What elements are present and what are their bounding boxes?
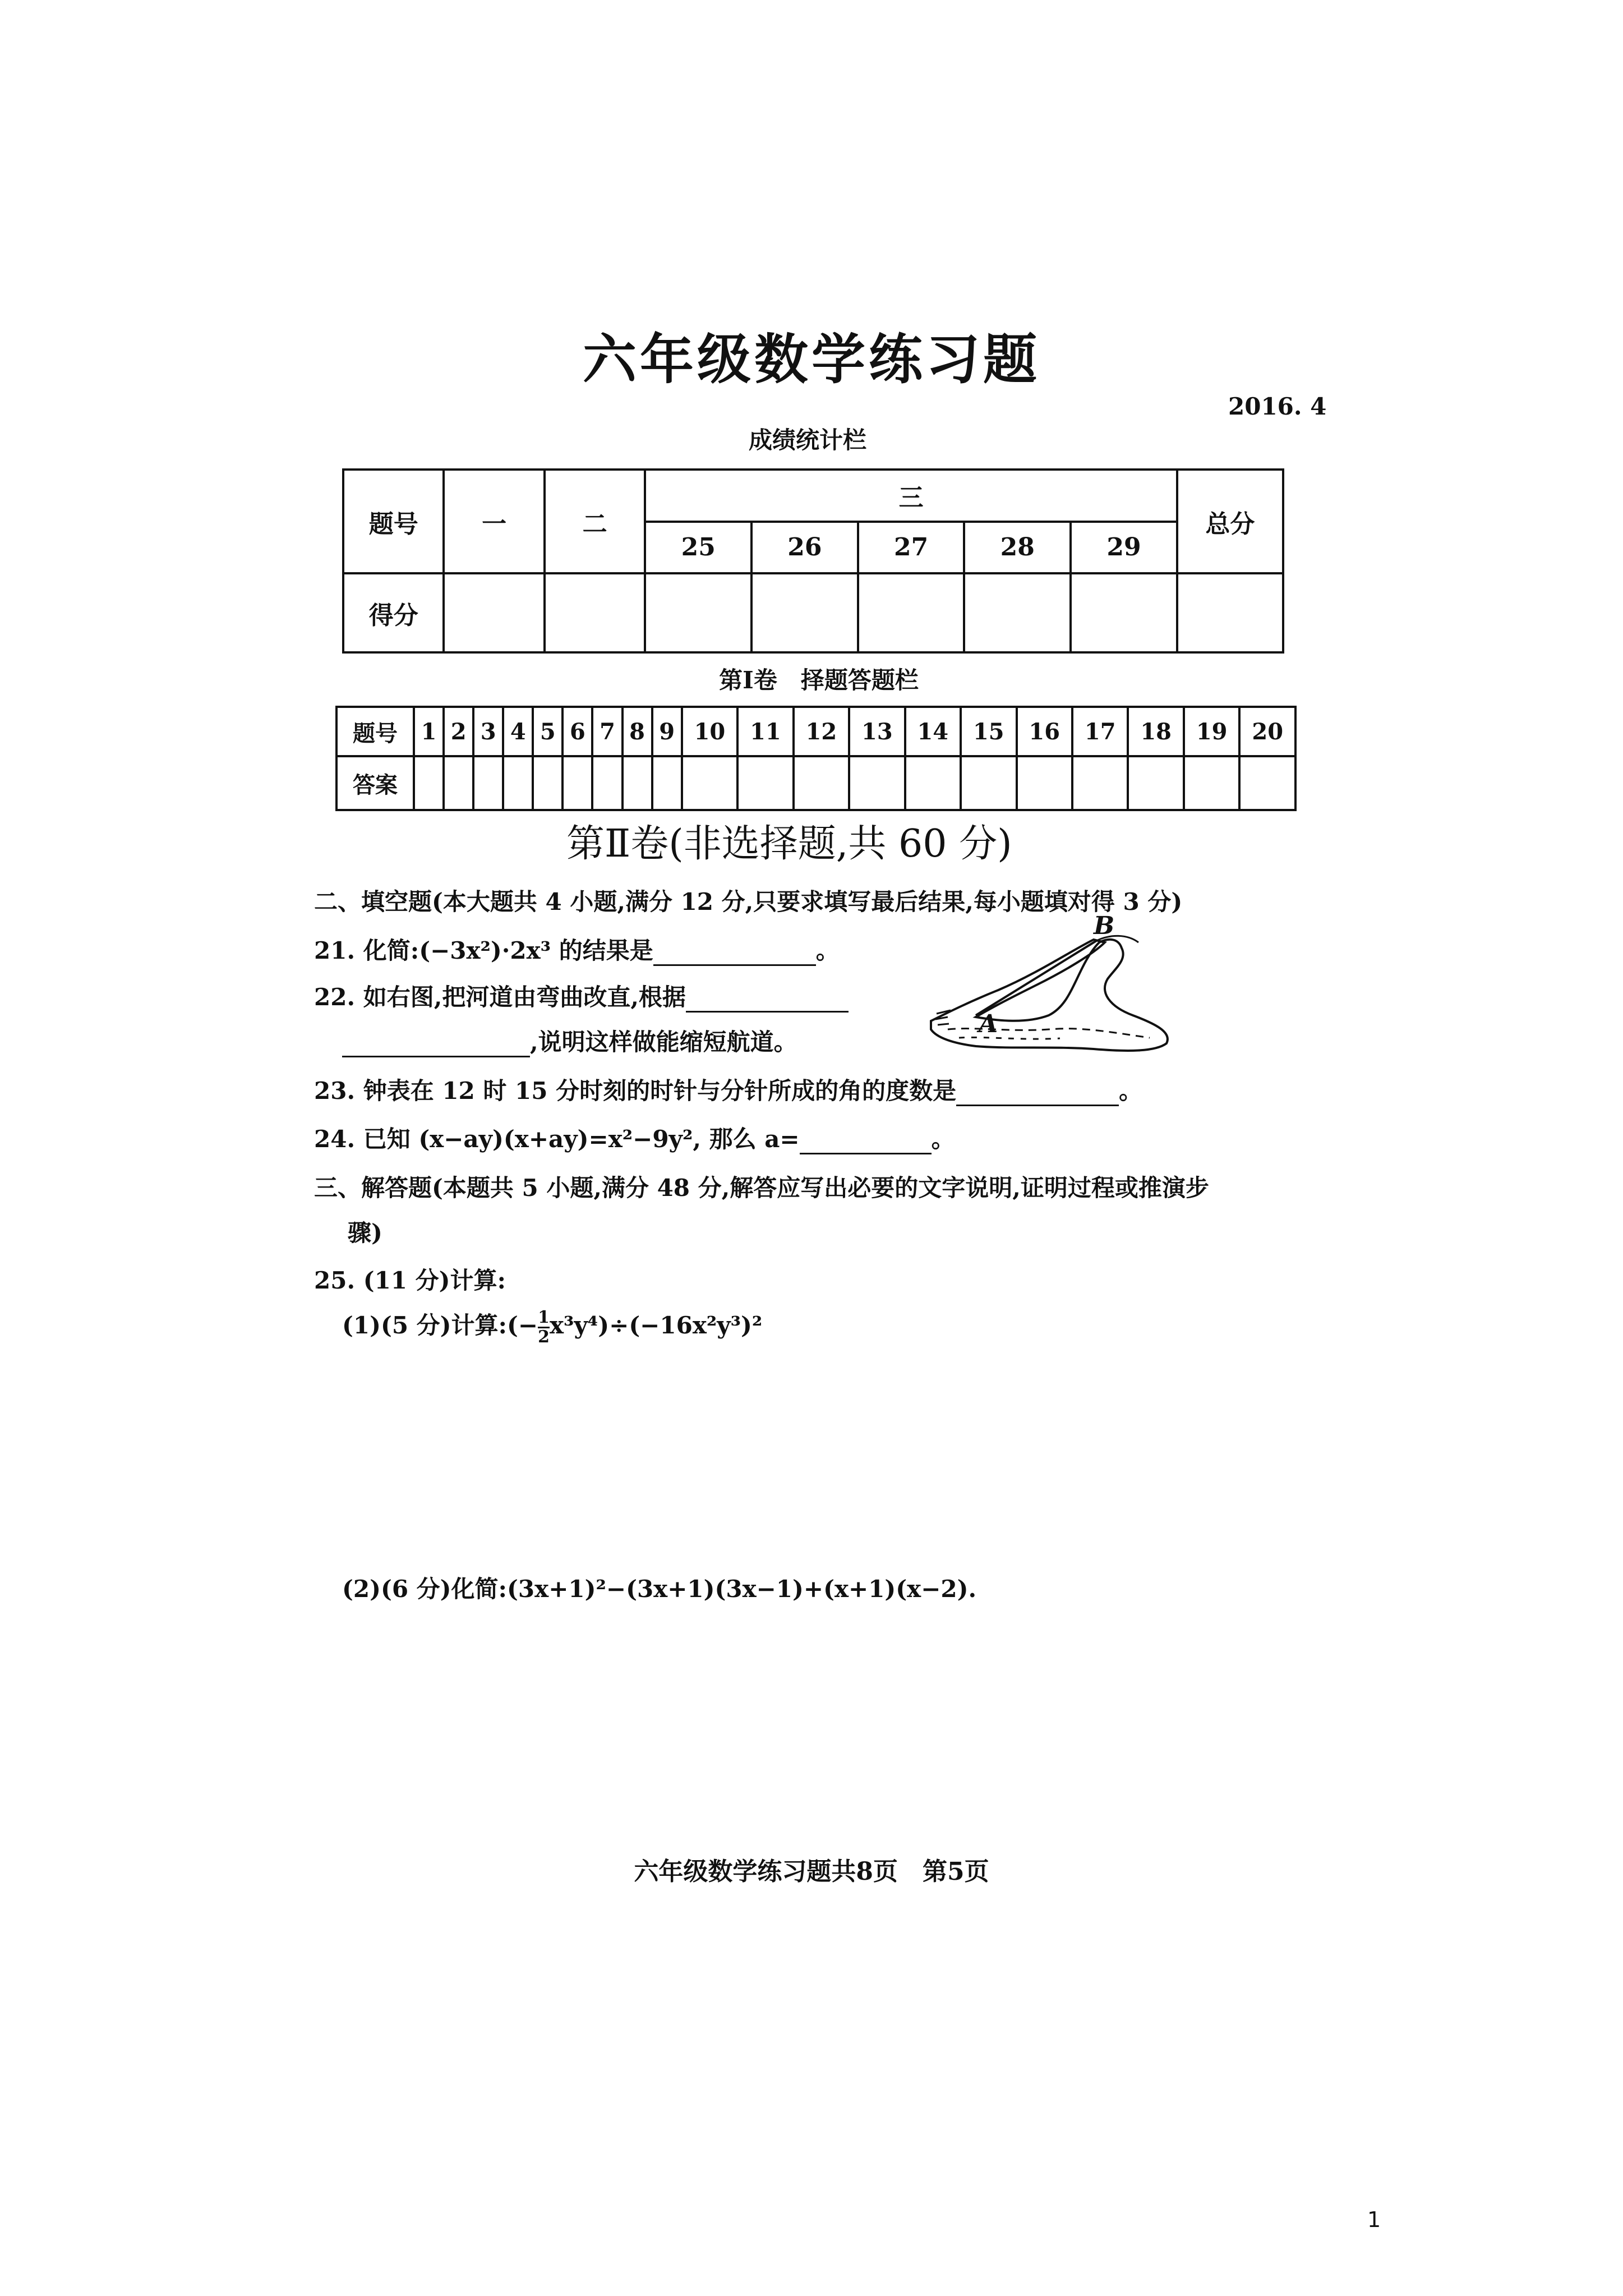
exam-date: 2016. 4 <box>1228 393 1327 420</box>
answer-number-15: 15 <box>961 707 1016 756</box>
river-diagram-icon <box>925 917 1195 1063</box>
answer-number-12: 12 <box>794 707 849 756</box>
answer-cell-19[interactable] <box>1184 756 1239 810</box>
score-row-label-score: 得分 <box>343 573 444 652</box>
question-21 <box>314 932 840 966</box>
answer-cell-17[interactable] <box>1072 756 1128 810</box>
score-subcol-25: 25 <box>645 522 751 574</box>
answer-cell-1[interactable] <box>414 756 444 810</box>
score-subcol-29: 29 <box>1071 522 1177 574</box>
fraction-numerator: 1 <box>538 1307 550 1327</box>
answer-cell-18[interactable] <box>1128 756 1183 810</box>
page-footer: 六年级数学练习题共8页 第5页 <box>634 1857 989 1886</box>
page-title: 六年级数学练习题 <box>583 328 1040 391</box>
answer-cell-11[interactable] <box>737 756 793 810</box>
question-22-line-2 <box>342 1024 797 1057</box>
score-cell[interactable] <box>1071 573 1177 652</box>
answer-number-5: 5 <box>533 707 562 756</box>
answer-table-caption: 第Ⅰ卷 择题答题栏 <box>719 666 919 694</box>
question-24 <box>314 1121 955 1154</box>
answer-cell-16[interactable] <box>1017 756 1072 810</box>
score-col-two: 二 <box>545 470 645 573</box>
answer-cell-4[interactable] <box>503 756 533 810</box>
question-22-text: 22. 如右图,把河道由弯曲改直,根据 <box>314 983 686 1011</box>
score-col-one: 一 <box>444 470 544 573</box>
question-25-1-prefix: (1)(5 分)计算:(− <box>342 1312 538 1339</box>
answer-number-8: 8 <box>623 707 652 756</box>
score-cell[interactable] <box>545 573 645 652</box>
answer-cell-7[interactable] <box>592 756 622 810</box>
question-25-1 <box>342 1307 762 1346</box>
answer-number-9: 9 <box>652 707 682 756</box>
answer-number-3: 3 <box>473 707 503 756</box>
question-25: 25. (11 分)计算: <box>314 1267 506 1294</box>
point-a-label: A <box>979 1010 998 1038</box>
answer-number-11: 11 <box>737 707 793 756</box>
part-3-heading-cont: 骤) <box>348 1219 382 1246</box>
fraction-denominator: 2 <box>538 1327 550 1347</box>
answer-cell-15[interactable] <box>961 756 1016 810</box>
question-22-line-1 <box>314 979 849 1013</box>
answer-row-label-answer: 答案 <box>336 756 414 810</box>
answer-number-6: 6 <box>562 707 592 756</box>
answer-cell-8[interactable] <box>623 756 652 810</box>
question-22-text-2: ,说明这样做能缩短航道。 <box>530 1028 797 1056</box>
answer-number-16: 16 <box>1017 707 1072 756</box>
score-cell[interactable] <box>751 573 858 652</box>
answer-row-label-number: 题号 <box>336 707 414 756</box>
answer-number-14: 14 <box>905 707 961 756</box>
answer-cell-6[interactable] <box>562 756 592 810</box>
answer-cell-20[interactable] <box>1239 756 1295 810</box>
question-24-text: 24. 已知 (x−ay)(x+ay)=x²−9y², 那么 a= <box>314 1125 800 1153</box>
answer-number-17: 17 <box>1072 707 1128 756</box>
answer-cell-3[interactable] <box>473 756 503 810</box>
answer-blank-22-cont[interactable] <box>342 1028 530 1057</box>
score-cell[interactable] <box>964 573 1071 652</box>
score-cell[interactable] <box>858 573 965 652</box>
answer-number-2: 2 <box>444 707 473 756</box>
section-2-heading: 第Ⅱ卷(非选择题,共 60 分) <box>566 822 1012 866</box>
answer-cell-14[interactable] <box>905 756 961 810</box>
question-23 <box>314 1073 1142 1106</box>
answer-cell-2[interactable] <box>444 756 473 810</box>
answer-number-19: 19 <box>1184 707 1239 756</box>
answer-cell-5[interactable] <box>533 756 562 810</box>
score-table <box>342 468 1284 654</box>
score-col-total: 总分 <box>1177 470 1283 573</box>
question-24-end: 。 <box>931 1125 955 1153</box>
score-subcol-26: 26 <box>751 522 858 574</box>
answer-blank-22[interactable] <box>686 983 849 1013</box>
score-row-label-number: 题号 <box>343 470 444 573</box>
answer-cell-9[interactable] <box>652 756 682 810</box>
question-23-end: 。 <box>1119 1077 1143 1105</box>
question-25-2: (2)(6 分)化简:(3x+1)²−(3x+1)(3x−1)+(x+1)(x−2). <box>342 1575 977 1603</box>
answer-number-20: 20 <box>1239 707 1295 756</box>
part-3-heading: 三、解答题(本题共 5 小题,满分 48 分,解答应写出必要的文字说明,证明过程或推演步 <box>314 1174 1209 1202</box>
point-b-label: B <box>1094 912 1115 940</box>
answer-cell-10[interactable] <box>682 756 737 810</box>
answer-number-4: 4 <box>503 707 533 756</box>
part-2-heading: 二、填空题(本大题共 4 小题,满分 12 分,只要求填写最后结果,每小题填对得 3 分) <box>314 888 1183 915</box>
score-table-caption: 成绩统计栏 <box>748 426 866 454</box>
question-25-1-suffix: x³y⁴)÷(−16x²y³)² <box>550 1312 763 1339</box>
answer-number-10: 10 <box>682 707 737 756</box>
fraction-one-half <box>538 1309 550 1346</box>
score-subcol-27: 27 <box>858 522 965 574</box>
question-21-text: 21. 化简:(−3x²)·2x³ 的结果是 <box>314 937 653 964</box>
answer-blank-21[interactable] <box>653 937 816 966</box>
question-23-text: 23. 钟表在 12 时 15 分时刻的时针与分针所成的角的度数是 <box>314 1077 957 1105</box>
score-col-three: 三 <box>645 470 1177 522</box>
score-cell[interactable] <box>444 573 544 652</box>
score-cell[interactable] <box>645 573 751 652</box>
answer-blank-23[interactable] <box>956 1077 1119 1106</box>
answer-cell-12[interactable] <box>794 756 849 810</box>
answer-number-7: 7 <box>592 707 622 756</box>
answer-number-1: 1 <box>414 707 444 756</box>
answer-number-13: 13 <box>849 707 905 756</box>
answer-number-18: 18 <box>1128 707 1183 756</box>
answer-table <box>335 706 1297 811</box>
answer-blank-24[interactable] <box>800 1125 932 1154</box>
score-cell[interactable] <box>1177 573 1283 652</box>
answer-cell-13[interactable] <box>849 756 905 810</box>
question-21-end: 。 <box>815 937 840 964</box>
page-number: 1 <box>1367 2207 1381 2232</box>
score-subcol-28: 28 <box>964 522 1071 574</box>
